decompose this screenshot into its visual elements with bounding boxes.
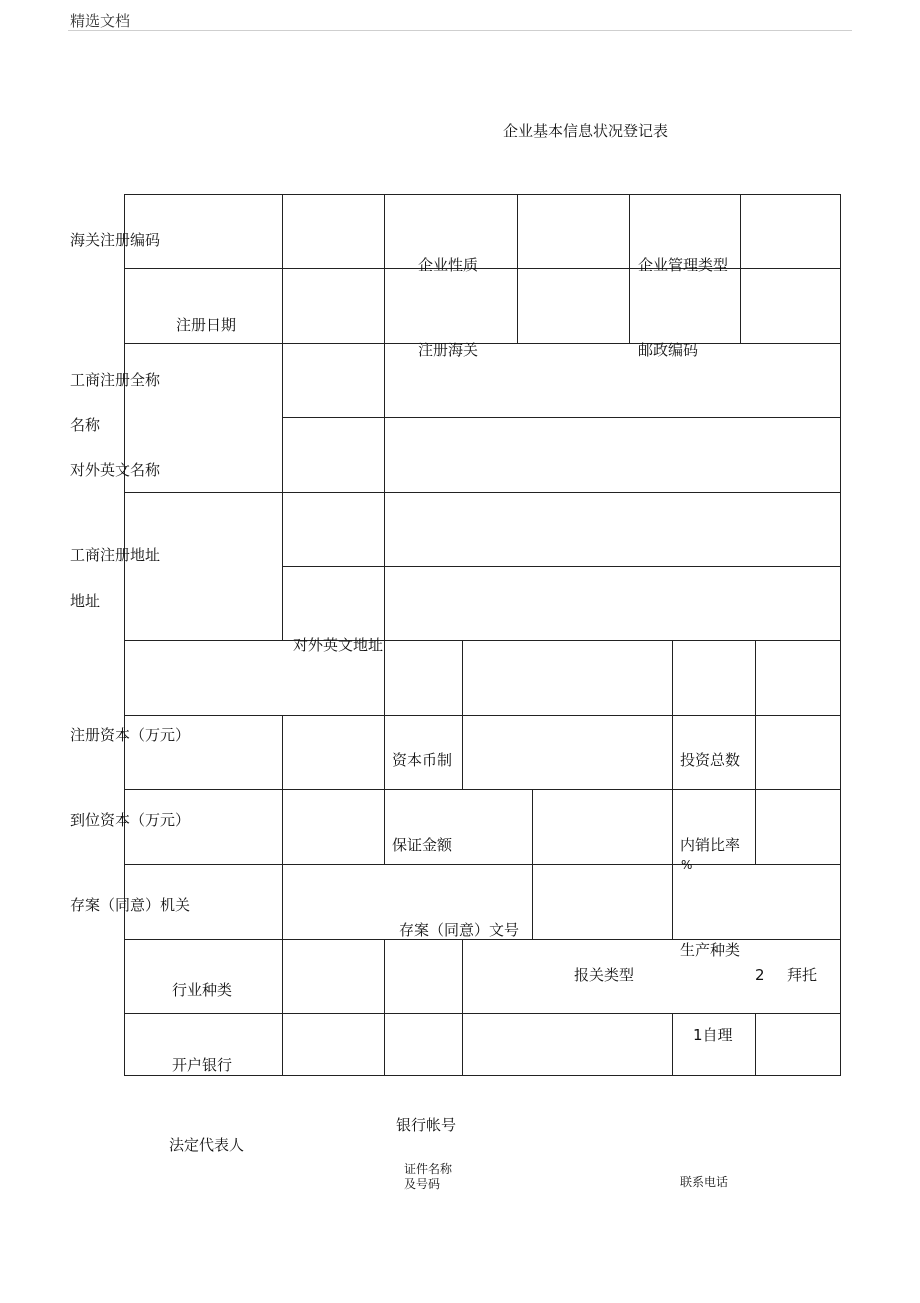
- label-currency: 资本币制: [392, 751, 453, 769]
- label-contact-phone: 联系电话: [680, 1175, 729, 1189]
- label-filing-authority: 存案（同意）机关: [70, 896, 191, 914]
- label-biz-address: 工商注册地址: [70, 546, 161, 564]
- label-bank: 开户银行: [172, 1056, 233, 1074]
- label-paid-capital: 到位资本（万元）: [70, 811, 191, 829]
- label-declaration-type: 报关类型: [574, 966, 635, 984]
- label-name: 名称: [70, 416, 101, 434]
- label-legal-rep: 法定代表人: [169, 1136, 245, 1154]
- label-mgmt-type: 企业管理类型: [638, 256, 729, 274]
- label-address: 地址: [70, 592, 101, 610]
- label-enterprise-nature: 企业性质: [418, 256, 479, 274]
- label-option-2-num: 2: [755, 966, 765, 984]
- label-industry-type: 行业种类: [172, 981, 233, 999]
- label-domestic-ratio: 内销比率: [680, 836, 741, 854]
- label-reg-customs: 注册海关: [418, 341, 479, 359]
- label-filing-doc-no: 存案（同意）文号: [399, 921, 520, 939]
- form-title: 企业基本信息状况登记表: [503, 122, 669, 140]
- label-total-investment: 投资总数: [680, 751, 741, 769]
- label-production-type: 生产种类: [680, 941, 741, 959]
- label-percent: %: [681, 858, 693, 872]
- label-reg-date: 注册日期: [176, 316, 237, 334]
- label-option-1: 1自理: [693, 1026, 733, 1044]
- label-id-name-line2: 及号码: [404, 1177, 441, 1191]
- label-biz-full-name: 工商注册全称: [70, 371, 161, 389]
- label-customs-code: 海关注册编码: [70, 231, 161, 249]
- label-id-name-line1: 证件名称: [404, 1162, 453, 1176]
- label-reg-capital: 注册资本（万元）: [70, 726, 191, 744]
- label-bank-account: 银行帐号: [396, 1116, 457, 1134]
- label-option-2-text: 拜托: [787, 966, 818, 984]
- label-en-address: 对外英文地址: [293, 636, 384, 654]
- label-postal-code: 邮政编码: [638, 341, 699, 359]
- document-header: 精选文档: [70, 12, 131, 30]
- label-deposit: 保证金额: [392, 836, 453, 854]
- label-en-name: 对外英文名称: [70, 461, 161, 479]
